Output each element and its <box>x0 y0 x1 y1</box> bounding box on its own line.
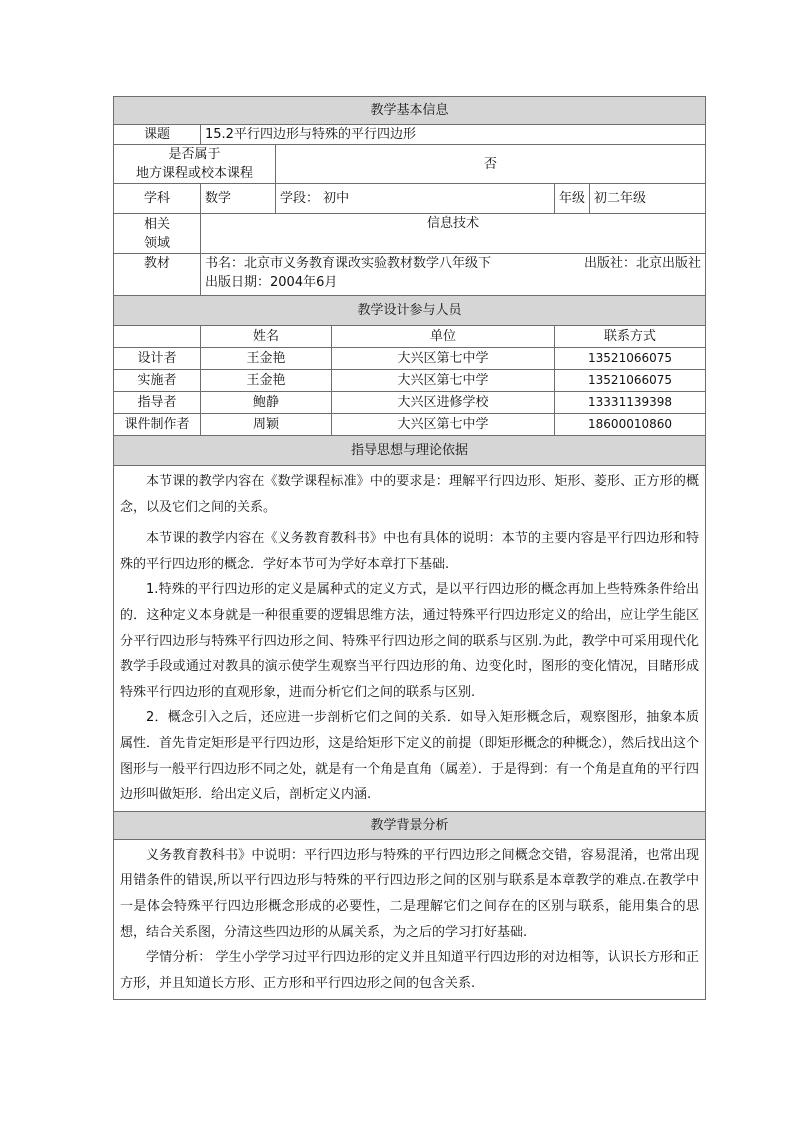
participant-phone: 13521066075 <box>555 370 706 392</box>
local-course-label-line1: 是否属于 <box>168 147 221 162</box>
section-participants-title: 教学设计参与人员 <box>114 296 706 326</box>
stage-cell <box>276 184 555 214</box>
participant-name: 周颖 <box>201 414 332 436</box>
participant-role: 设计者 <box>114 348 201 370</box>
participants-header-name: 姓名 <box>201 326 332 348</box>
participant-name: 鲍静 <box>201 392 332 414</box>
participant-unit: 大兴区第七中学 <box>332 348 555 370</box>
participant-name: 王金艳 <box>201 348 332 370</box>
participant-unit: 大兴区第七中学 <box>332 414 555 436</box>
grade-label: 年级 <box>555 184 590 214</box>
background-body <box>114 839 706 1000</box>
participants-header-role <box>114 326 201 348</box>
local-course-label-line2: 地方课程或校本课程 <box>135 166 253 181</box>
textbook-line1 <box>205 254 701 273</box>
textbook-book-name: 书名：北京市义务教育课改实验教材数学八年级下 <box>205 256 492 271</box>
participant-row <box>114 348 706 370</box>
related-field-label-line1: 相关 <box>143 216 170 232</box>
local-course-label <box>114 145 276 184</box>
textbook-publish-date: 出版日期：2004年6月 <box>205 275 338 290</box>
grade-value: 初二年级 <box>590 184 706 214</box>
related-field-value: 信息技术 <box>201 214 706 254</box>
participant-unit: 大兴区第七中学 <box>332 370 555 392</box>
participant-role: 指导者 <box>114 392 201 414</box>
participant-phone: 13521066075 <box>555 348 706 370</box>
participant-unit: 大兴区进修学校 <box>332 392 555 414</box>
section-guiding-theory-title: 指导思想与理论依据 <box>114 436 706 466</box>
textbook-publisher: 出版社：北京出版社 <box>584 256 702 271</box>
related-field-label-line2: 领域 <box>143 235 170 251</box>
topic-label: 课题 <box>114 125 201 145</box>
textbook-info <box>201 254 706 296</box>
participant-row <box>114 414 706 436</box>
participant-phone: 18600010860 <box>555 414 706 436</box>
subject-label: 学科 <box>114 184 201 214</box>
guiding-theory-body <box>114 466 706 812</box>
guiding-theory-paragraph: 本节课的教学内容在《数学课程标准》中的要求是：理解平行四边形、矩形、菱形、正方形的概念，以及它们之间的关系。 <box>120 474 700 515</box>
participants-header-contact: 联系方式 <box>555 326 706 348</box>
topic-value: 15.2平行四边形与特殊的平行四边形 <box>201 125 706 145</box>
lesson-plan-page <box>113 96 705 1000</box>
subject-value: 数学 <box>201 184 276 214</box>
related-field-label <box>114 214 201 254</box>
textbook-label: 教材 <box>114 254 201 296</box>
participant-role: 课件制作者 <box>114 414 201 436</box>
participant-row <box>114 392 706 414</box>
local-course-value: 否 <box>276 145 706 184</box>
guiding-theory-paragraph: 2．概念引入之后，还应进一步剖析它们之间的关系．如导入矩形概念后，观察图形，抽象本质属性．首先肯定矩形是平行四边形，这是给矩形下定义的前提（即矩形概念的种概念），然后找出这个图形与一般平行四边形不同之处，就是有一个角是直角（属差）．于是得到：有一个角是直角的平行四边形叫做矩形．给出定义后，剖析定义内涵. <box>120 710 700 803</box>
lesson-plan-table <box>113 96 706 1000</box>
guiding-theory-paragraph: 1.特殊的平行四边形的定义是属种式的定义方式，是以平行四边形的概念再加上些特殊条件给出的．这种定义本身就是一种很重要的逻辑思维方法，通过特殊平行四边形定义的给出，应让学生能区分平行四边形与特殊平行四边形之间、特殊平行四边形之间的联系与区别.为此，教学中可采用现代化教学手段或通过对教具的演示使学生观察当平行四边形的角、边变化时，图形的变化情况，目睹形成特殊平行四边形的直观形象，进而分析它们之间的联系与区别. <box>120 582 700 700</box>
participant-phone: 13331139398 <box>555 392 706 414</box>
section-background-title: 教学背景分析 <box>114 811 706 839</box>
background-paragraph: 义务教育教科书》中说明：平行四边形与特殊的平行四边形之间概念交错，容易混淆，也常出现用错条件的错误,所以平行四边形与特殊的平行四边形之间的区别与联系是本章教学的难点.在教学中一是体会特殊平行四边形概念形成的必要性，二是理解它们之间存在的区别与联系，能用集合的思想，结合关系图，分清这些四边形的从属关系，为之后的学习打好基础. <box>120 847 700 940</box>
participant-name: 王金艳 <box>201 370 332 392</box>
participant-role: 实施者 <box>114 370 201 392</box>
guiding-theory-paragraph: 本节课的教学内容在《义务教育教科书》中也有具体的说明：本节的主要内容是平行四边形和特殊的平行四边形的概念．学好本节可为学好本章打下基础. <box>120 531 700 572</box>
background-paragraph: 学情分析： 学生小学学习过平行四边形的定义并且知道平行四边形的对边相等，认识长方形和正方形，并且知道长方形、正方形和平行四边形之间的包含关系. <box>120 950 700 991</box>
stage-value: 初中 <box>323 191 350 206</box>
participants-header-unit: 单位 <box>332 326 555 348</box>
participant-row <box>114 370 706 392</box>
section-basic-info-title: 教学基本信息 <box>114 97 706 125</box>
stage-label: 学段： <box>280 191 320 206</box>
